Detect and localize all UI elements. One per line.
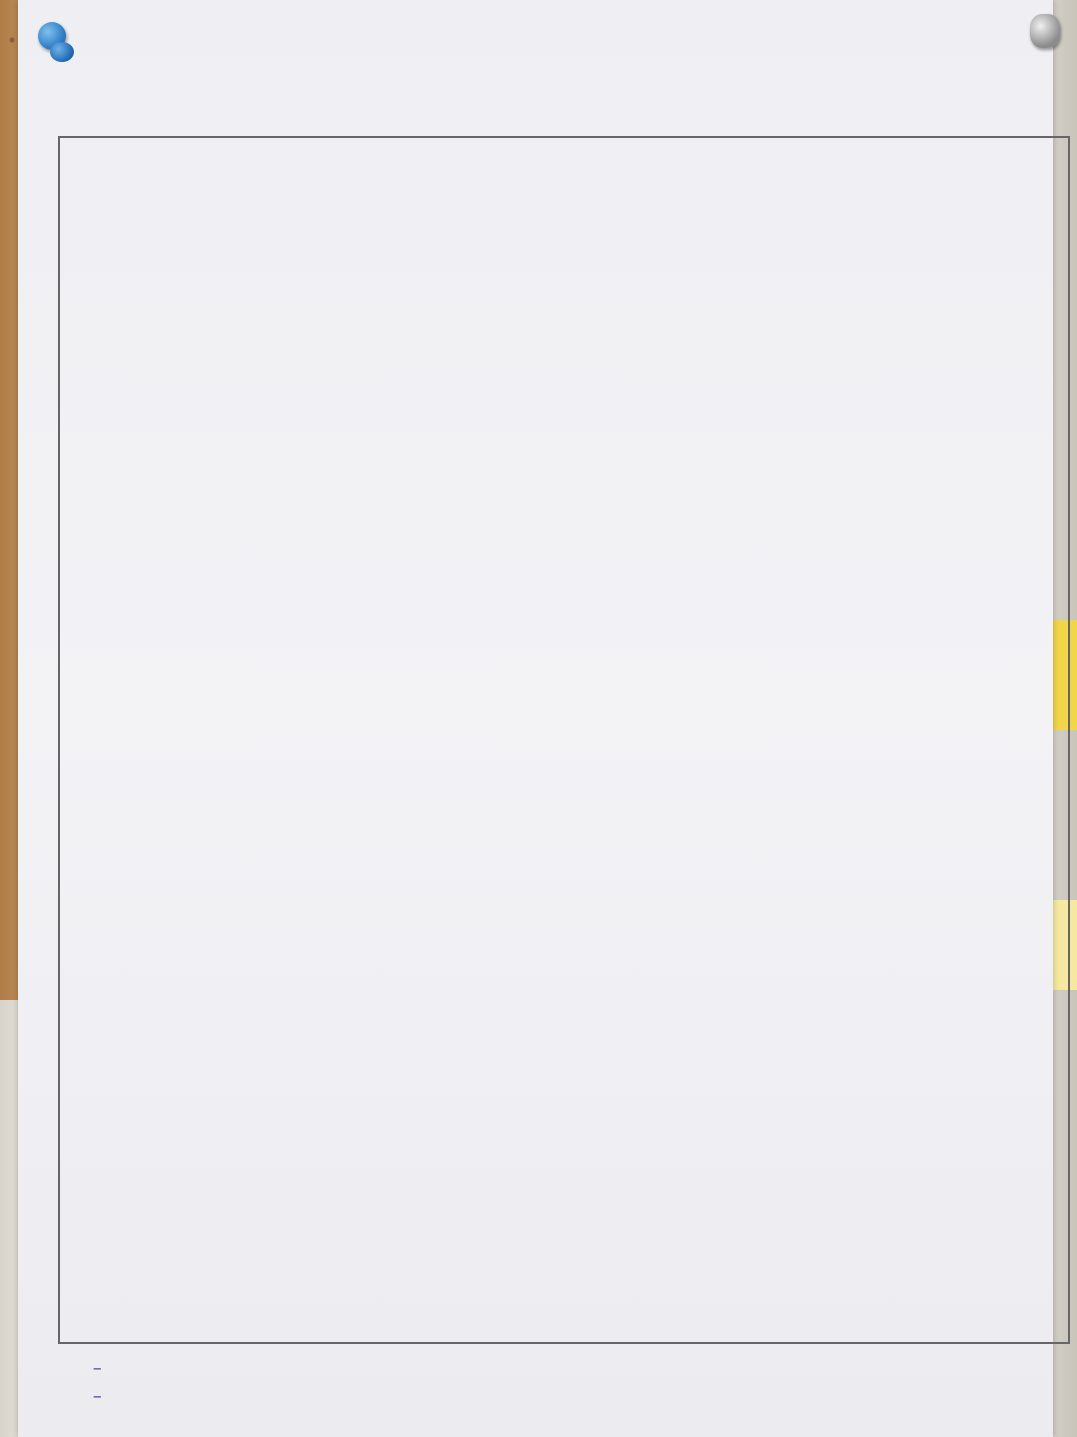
- footer-note-2: –: [84, 1386, 105, 1407]
- blue-pushpin-head-icon: [50, 42, 74, 62]
- lottery-sheet: [18, 0, 1053, 1437]
- footer-note-1: –: [84, 1358, 105, 1379]
- grey-pushpin-icon: [1030, 14, 1060, 48]
- prize-table: [58, 136, 1070, 1344]
